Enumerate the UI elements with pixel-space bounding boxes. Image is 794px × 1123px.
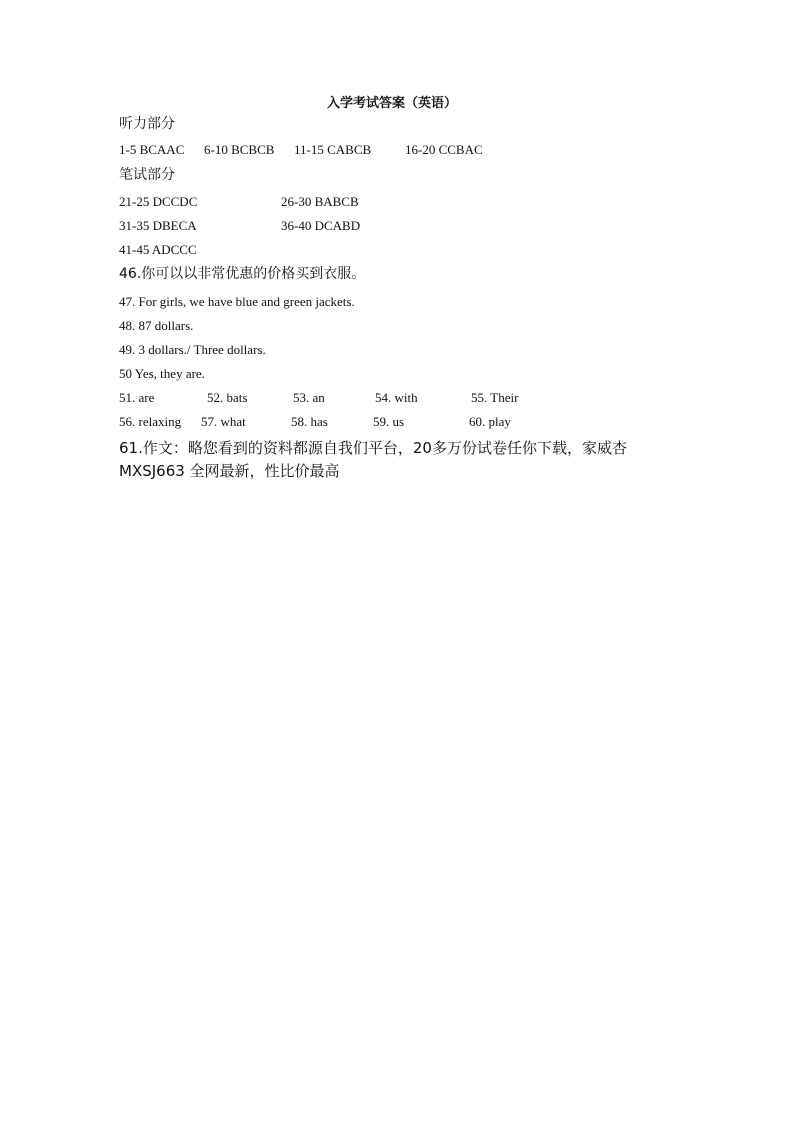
writing-answer: 21-25 DCCDC bbox=[119, 194, 198, 209]
fill-answer: 54. with bbox=[375, 390, 418, 405]
listening-answer: 11-15 CABCB bbox=[294, 142, 372, 157]
listening-answer: 16-20 CCBAC bbox=[405, 142, 483, 157]
answer-47: 47. For girls, we have blue and green jackets. bbox=[119, 294, 355, 309]
answer-50: 50 Yes, they are. bbox=[119, 366, 205, 381]
fill-answer: 51. are bbox=[119, 390, 155, 405]
answer-61-line2: MXSJ663 全网最新，性比价最高 bbox=[119, 462, 340, 480]
writing-heading: 笔试部分 bbox=[119, 167, 175, 183]
listening-answer: 1-5 BCAAC bbox=[119, 142, 185, 157]
writing-answer: 26-30 BABCB bbox=[281, 194, 359, 209]
answer-46: 46.你可以以非常优惠的价格买到衣服。 bbox=[119, 266, 366, 282]
writing-answer: 41-45 ADCCC bbox=[119, 242, 197, 257]
writing-answer: 31-35 DBECA bbox=[119, 218, 197, 233]
fill-answer: 59. us bbox=[373, 414, 405, 429]
answer-48: 48. 87 dollars. bbox=[119, 318, 194, 333]
writing-answer: 36-40 DCABD bbox=[281, 218, 361, 233]
fill-answer: 60. play bbox=[469, 414, 511, 429]
fill-answer: 52. bats bbox=[207, 390, 248, 405]
answer-61-line1: 61.作文：略您看到的资料都源自我们平台，20多万份试卷任你下载，家威杏 bbox=[119, 439, 627, 457]
fill-answer: 55. Their bbox=[471, 390, 519, 405]
fill-answer: 57. what bbox=[201, 414, 246, 429]
listening-answer: 6-10 BCBCB bbox=[204, 142, 275, 157]
fill-answer: 53. an bbox=[293, 390, 325, 405]
fill-answer: 58. has bbox=[291, 414, 328, 429]
fill-answer: 56. relaxing bbox=[119, 414, 182, 429]
answer-49: 49. 3 dollars./ Three dollars. bbox=[119, 342, 266, 357]
listening-heading: 听力部分 bbox=[119, 116, 175, 132]
page-title: 入学考试答案（英语） bbox=[327, 96, 458, 111]
